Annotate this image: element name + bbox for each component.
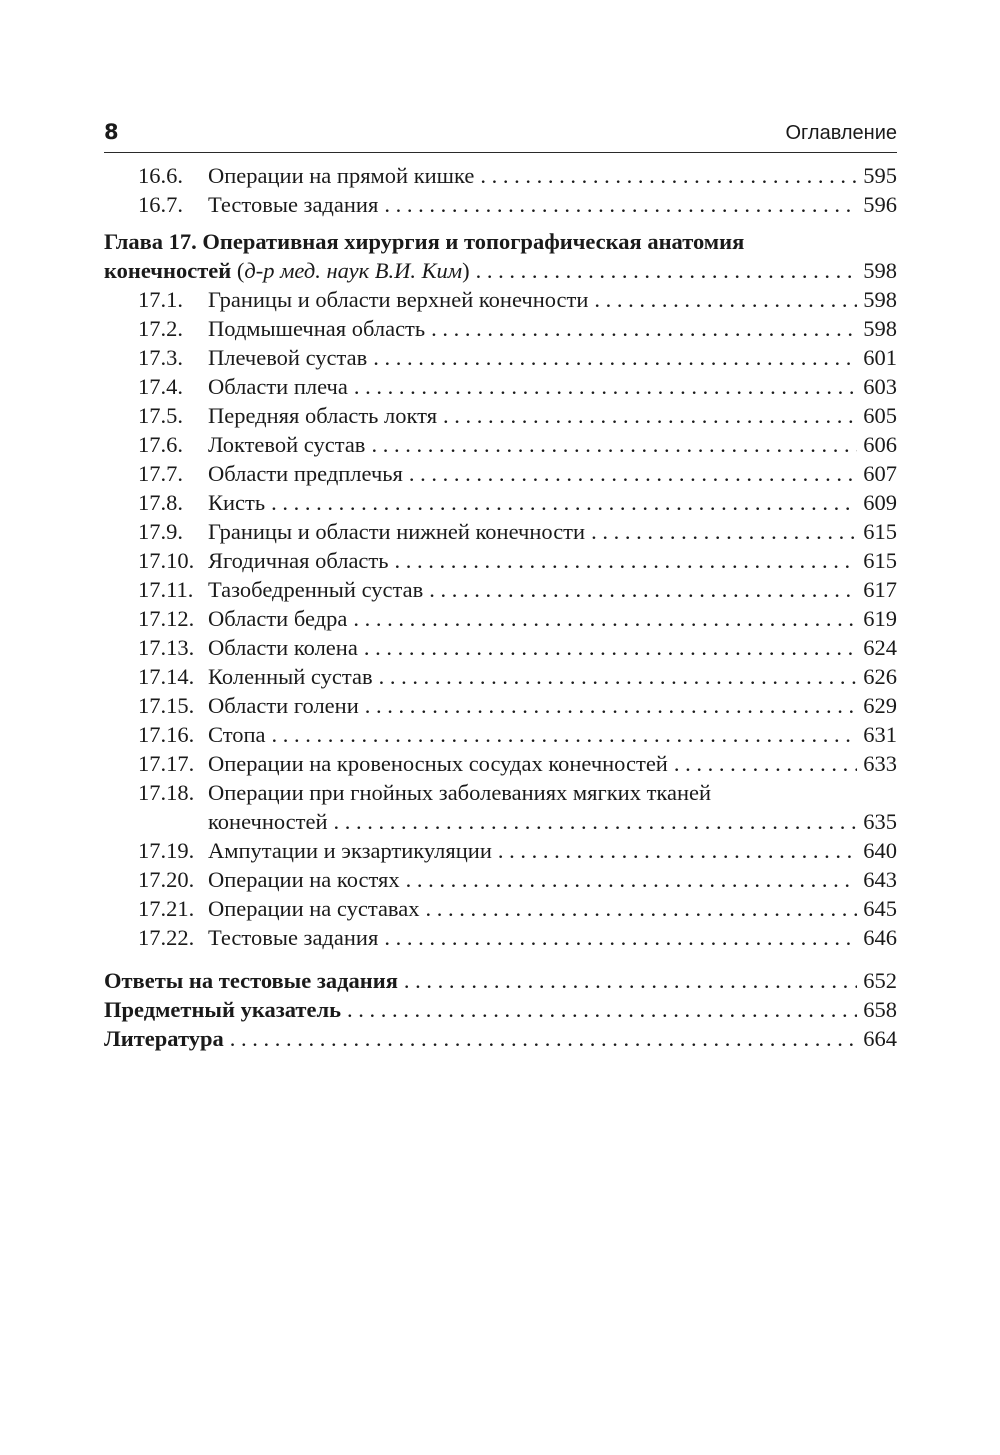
- entry-number: 17.8.: [138, 490, 183, 515]
- toc-entry[interactable]: [104, 778, 897, 807]
- entry-number: 17.9.: [138, 519, 183, 544]
- chapter-author: д-р мед. наук В.И. Ким: [244, 258, 463, 283]
- toc-entry[interactable]: [104, 894, 897, 923]
- page-header: [104, 118, 897, 153]
- dot-leader: [594, 285, 857, 314]
- dot-leader: [364, 633, 857, 662]
- toc-entry-continuation[interactable]: [104, 807, 897, 836]
- toc-entry[interactable]: [104, 633, 897, 662]
- entry-title: Границы и области нижней конечности: [208, 519, 586, 544]
- entry-title: Тестовые задания: [208, 192, 379, 217]
- entry-number: 16.6.: [138, 163, 183, 188]
- entry-title: Области колена: [208, 635, 358, 660]
- toc-entry[interactable]: [104, 923, 897, 952]
- entry-number: 17.13.: [138, 635, 195, 660]
- dot-leader: [353, 604, 857, 633]
- entry-title: Области бедра: [208, 606, 348, 631]
- dot-leader: [404, 966, 857, 995]
- back-matter-title: Литература: [104, 1026, 224, 1051]
- entry-page: 646: [863, 925, 897, 950]
- entry-page: 643: [863, 867, 897, 892]
- entry-number: 17.3.: [138, 345, 183, 370]
- dot-leader: [409, 459, 857, 488]
- dot-leader: [272, 720, 858, 749]
- back-matter-title: Предметный указатель: [104, 997, 341, 1022]
- back-matter-page: 658: [863, 997, 897, 1022]
- back-matter-title: Ответы на тестовые задания: [104, 968, 398, 993]
- entry-page: 607: [863, 461, 897, 486]
- back-matter-entry[interactable]: [104, 1024, 897, 1053]
- entry-page: 626: [863, 664, 897, 689]
- toc-entry[interactable]: [104, 343, 897, 372]
- entry-page: 629: [863, 693, 897, 718]
- entry-number: 17.2.: [138, 316, 183, 341]
- dot-leader: [365, 691, 857, 720]
- dot-leader: [395, 546, 858, 575]
- chapter-page: 598: [863, 258, 897, 283]
- table-of-contents: [104, 153, 897, 1053]
- entry-title-continuation: конечностей: [208, 809, 328, 834]
- chapter-heading[interactable]: Глава 17. Оперативная хирургия и топографическая анатомия: [104, 229, 745, 254]
- entry-title: Операции на кровеносных сосудах конечностей: [208, 751, 668, 776]
- entry-number: 17.18.: [138, 780, 195, 805]
- dot-leader: [371, 430, 857, 459]
- entry-page: 640: [863, 838, 897, 863]
- entry-page: 631: [863, 722, 897, 747]
- entry-number: 17.12.: [138, 606, 195, 631]
- toc-entry[interactable]: [104, 604, 897, 633]
- dot-leader: [406, 865, 858, 894]
- entry-number: 17.1.: [138, 287, 183, 312]
- chapter-heading-line2[interactable]: конечностей (д-р мед. наук В.И. Ким) . . . 598: [104, 256, 897, 285]
- running-title: Оглавление: [785, 122, 897, 144]
- entry-title: Операции при гнойных заболеваниях мягких тканей: [208, 780, 712, 805]
- entry-page: 603: [863, 374, 897, 399]
- entry-page: 606: [863, 432, 897, 457]
- toc-entry[interactable]: [104, 401, 897, 430]
- toc-entry[interactable]: [104, 161, 897, 190]
- entry-number: 17.14.: [138, 664, 195, 689]
- entry-number: 17.7.: [138, 461, 183, 486]
- entry-page: 609: [863, 490, 897, 515]
- back-matter-entry[interactable]: [104, 966, 897, 995]
- entry-page: 598: [863, 287, 897, 312]
- entry-title: Передняя область локтя: [208, 403, 438, 428]
- entry-number: 17.21.: [138, 896, 195, 921]
- chapter-title-end: конечностей: [104, 258, 232, 283]
- toc-entry[interactable]: [104, 575, 897, 604]
- dot-leader: [347, 995, 857, 1024]
- back-matter-entry[interactable]: [104, 995, 897, 1024]
- entry-title: Ягодичная область: [208, 548, 389, 573]
- dot-leader: [498, 836, 857, 865]
- dot-leader: [426, 894, 858, 923]
- entry-page: 617: [863, 577, 897, 602]
- dot-leader: [431, 314, 857, 343]
- toc-entry[interactable]: [104, 190, 897, 219]
- entry-page: 601: [863, 345, 897, 370]
- entry-title: Операции на костях: [208, 867, 400, 892]
- entry-number: 17.6.: [138, 432, 183, 457]
- entry-number: 17.15.: [138, 693, 195, 718]
- toc-entry[interactable]: [104, 691, 897, 720]
- entry-page: 624: [863, 635, 897, 660]
- dot-leader: [443, 401, 857, 430]
- toc-page: [104, 118, 897, 1053]
- entry-title: Границы и области верхней конечности: [208, 287, 589, 312]
- toc-entry[interactable]: [104, 430, 897, 459]
- dot-leader: [480, 161, 857, 190]
- toc-entry[interactable]: [104, 285, 897, 314]
- entry-number: 17.20.: [138, 867, 195, 892]
- entry-title: Области плеча: [208, 374, 348, 399]
- entry-page: 619: [863, 606, 897, 631]
- dot-leader: [384, 190, 857, 219]
- entry-number: 17.22.: [138, 925, 195, 950]
- entry-number: 17.17.: [138, 751, 195, 776]
- entry-page: 595: [863, 163, 897, 188]
- dot-leader: [429, 575, 857, 604]
- entry-number: 17.5.: [138, 403, 183, 428]
- toc-entry[interactable]: [104, 720, 897, 749]
- dot-leader: [373, 343, 857, 372]
- toc-entry[interactable]: [104, 372, 897, 401]
- entry-page: 633: [863, 751, 897, 776]
- entry-number: 17.19.: [138, 838, 195, 863]
- dot-leader: [354, 372, 857, 401]
- entry-title: Тазобедренный сустав: [208, 577, 424, 602]
- dot-leader: [230, 1024, 858, 1053]
- entry-title: Стопа: [208, 722, 266, 747]
- toc-entry[interactable]: [104, 488, 897, 517]
- entry-title: Операции на прямой кишке: [208, 163, 475, 188]
- toc-entry[interactable]: [104, 865, 897, 894]
- toc-entry[interactable]: [104, 517, 897, 546]
- toc-entry[interactable]: [104, 459, 897, 488]
- toc-entry[interactable]: [104, 749, 897, 778]
- entry-title: Области голени: [208, 693, 359, 718]
- entry-page: 645: [863, 896, 897, 921]
- entry-title: Области предплечья: [208, 461, 403, 486]
- page-number: 8: [104, 120, 119, 144]
- entry-title: Коленный сустав: [208, 664, 373, 689]
- dot-leader: [384, 923, 857, 952]
- entry-page: 615: [863, 548, 897, 573]
- toc-entry[interactable]: [104, 546, 897, 575]
- entry-page: 596: [863, 192, 897, 217]
- dot-leader: [334, 807, 858, 836]
- dot-leader: [591, 517, 857, 546]
- entry-title: Подмышечная область: [208, 316, 426, 341]
- entry-title: Локтевой сустав: [208, 432, 366, 457]
- dot-leader: [476, 256, 858, 285]
- entry-page: 605: [863, 403, 897, 428]
- entry-number: 17.16.: [138, 722, 195, 747]
- dot-leader: [271, 488, 857, 517]
- dot-leader: [674, 749, 857, 778]
- toc-entry[interactable]: [104, 314, 897, 343]
- entry-title: Тестовые задания: [208, 925, 379, 950]
- entry-page: 598: [863, 316, 897, 341]
- back-matter-page: 652: [863, 968, 897, 993]
- dot-leader: [379, 662, 858, 691]
- entry-number: 16.7.: [138, 192, 183, 217]
- entry-number: 17.4.: [138, 374, 183, 399]
- entry-title: Ампутации и экзартикуляции: [208, 838, 492, 863]
- entry-title: Кисть: [208, 490, 266, 515]
- entry-title: Плечевой сустав: [208, 345, 368, 370]
- entry-number: 17.11.: [138, 577, 194, 602]
- entry-title: Операции на суставах: [208, 896, 420, 921]
- entry-page: 615: [863, 519, 897, 544]
- toc-entry[interactable]: [104, 836, 897, 865]
- entry-page: 635: [863, 809, 897, 834]
- entry-number: 17.10.: [138, 548, 195, 573]
- toc-entry[interactable]: [104, 662, 897, 691]
- back-matter-page: 664: [863, 1026, 897, 1051]
